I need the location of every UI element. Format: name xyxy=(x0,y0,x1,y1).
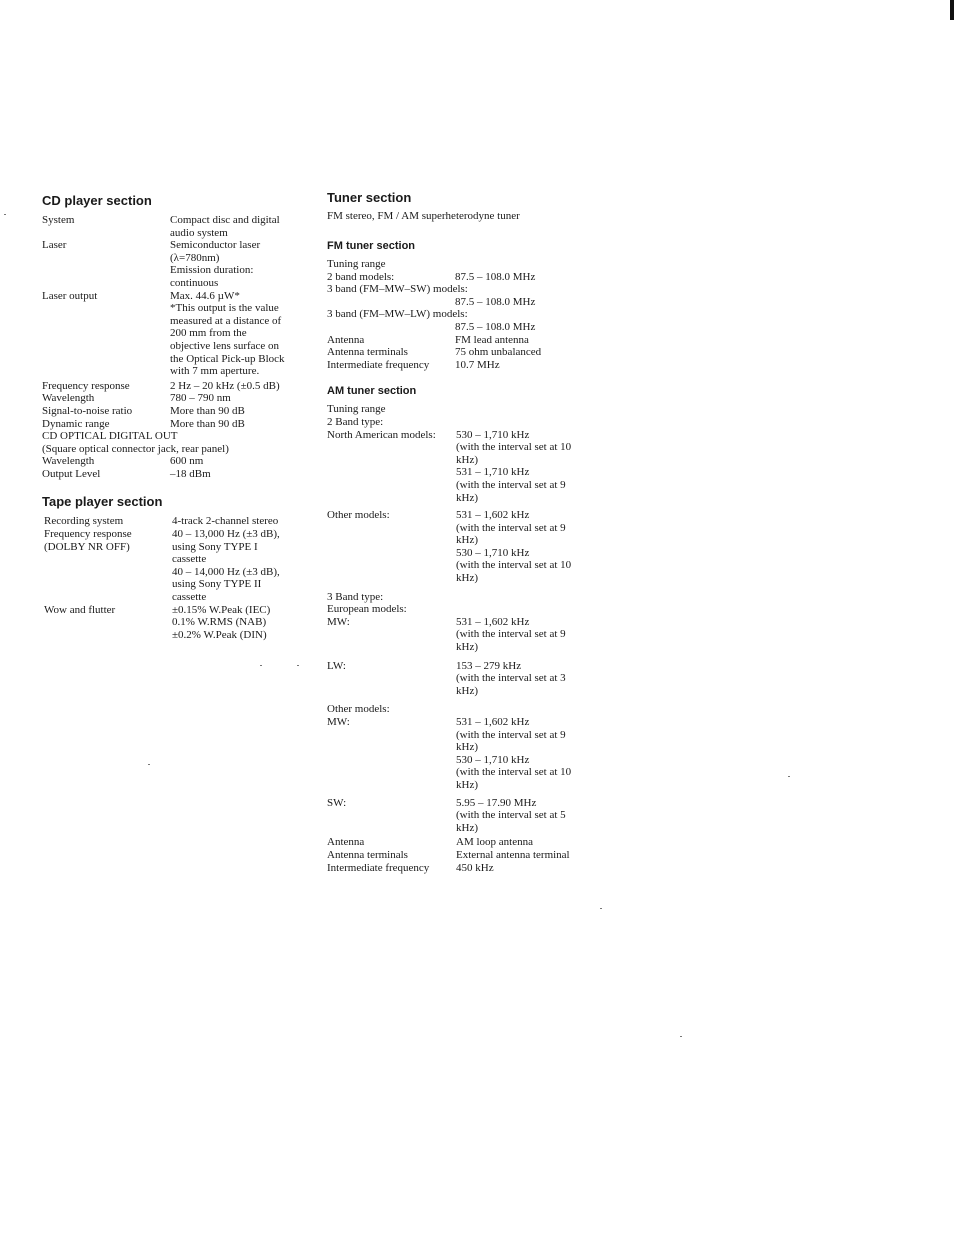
spec-value: 40 – 13,000 Hz (±3 dB), using Sony TYPE I cassette 40 – 14,000 Hz (±3 dB), using Sony TYPE II cassette xyxy=(172,528,280,604)
spec-row xyxy=(327,660,627,698)
am-other3-label: Other models: xyxy=(327,703,390,716)
right-column xyxy=(327,190,627,874)
spec-value: 87.5 – 108.0 MHz xyxy=(455,295,536,308)
spec-label: Dynamic range xyxy=(42,417,110,430)
spec-value: AM loop antenna xyxy=(456,836,533,849)
scan-speck xyxy=(4,214,6,215)
tuner-section xyxy=(327,190,627,874)
fm-spec-list xyxy=(327,258,627,371)
spec-value: 450 kHz xyxy=(456,861,494,874)
spec-value: –18 dBm xyxy=(170,467,211,480)
cd-section-title: CD player section xyxy=(42,193,152,208)
scan-speck xyxy=(680,1036,682,1037)
tape-player-section xyxy=(42,494,307,641)
spec-row xyxy=(42,528,307,604)
spec-value: 531 – 1,602 kHz (with the interval set at 9 kHz) 530 – 1,710 kHz (with the interval set at 10 kHz) xyxy=(456,716,572,791)
spec-label: Output Level xyxy=(42,467,101,480)
fm-tuner-title: FM tuner section xyxy=(327,240,416,252)
spec-row xyxy=(327,296,627,309)
spec-row xyxy=(327,334,627,347)
cd-player-section xyxy=(42,193,307,480)
spec-value: 75 ohm unbalanced xyxy=(455,346,542,359)
spec-value: 600 nm xyxy=(170,455,204,468)
spec-value: Max. 44.6 µW* *This output is the value measured at a distance of 200 mm from the objective lens surface on the Optical Pick-up Block with 7 mm aperture. xyxy=(170,289,285,378)
spec-label: MW: xyxy=(327,716,350,728)
left-column xyxy=(42,193,307,641)
spec-label: Laser xyxy=(42,239,67,252)
spec-value: 153 – 279 kHz (with the interval set at 3 kHz) xyxy=(456,659,566,697)
spec-value: 530 – 1,710 kHz (with the interval set at 10 kHz) 531 – 1,710 kHz (with the interval set at 9 kHz) xyxy=(456,428,572,504)
tuner-intro: FM stereo, FM / AM superheterodyne tuner xyxy=(327,210,520,222)
spec-label: Antenna terminals xyxy=(327,346,408,359)
spec-label: LW: xyxy=(327,659,346,672)
spec-row xyxy=(327,359,627,372)
spec-label: Intermediate frequency xyxy=(327,861,430,874)
fm-tuning-range: Tuning range xyxy=(327,258,386,270)
spec-row xyxy=(327,346,627,359)
scan-speck xyxy=(600,908,602,909)
spec-value: 5.95 – 17.90 MHz (with the interval set at 5 kHz) xyxy=(456,796,566,834)
scan-speck xyxy=(788,776,790,777)
spec-row xyxy=(42,290,307,378)
tape-spec-list xyxy=(42,515,307,641)
spec-label: Wavelength xyxy=(42,392,95,405)
spec-row xyxy=(327,862,627,875)
digital-out-title: CD OPTICAL DIGITAL OUT xyxy=(42,430,178,443)
spec-row xyxy=(327,271,627,284)
spec-label: 2 band models: xyxy=(327,270,395,283)
spec-label: Wow and flutter xyxy=(44,603,116,616)
spec-label: System xyxy=(42,214,75,226)
digital-out-note: (Square optical connector jack, rear panel) xyxy=(42,442,229,455)
am-tuning-range: Tuning range xyxy=(327,403,386,416)
spec-value: 2 Hz – 20 kHz (±0.5 dB) xyxy=(170,379,280,392)
spec-value: 87.5 – 108.0 MHz xyxy=(455,320,536,333)
spec-label: SW: xyxy=(327,796,347,809)
spec-row xyxy=(327,797,627,835)
spec-value: 780 – 790 nm xyxy=(170,392,231,405)
spec-row xyxy=(42,405,307,418)
spec-label: Antenna xyxy=(327,836,365,849)
spec-row xyxy=(327,321,627,334)
spec-value: Semiconductor laser (λ=780nm) Emission duration: continuous xyxy=(170,239,261,289)
cd-spec-list xyxy=(42,214,307,480)
spec-row xyxy=(42,239,307,289)
spec-value: More than 90 dB xyxy=(170,404,245,417)
am-european-label: European models: xyxy=(327,603,407,616)
spec-row xyxy=(42,380,307,393)
tuner-section-title: Tuner section xyxy=(327,190,412,205)
spec-row xyxy=(327,616,627,654)
spec-value: 10.7 MHz xyxy=(455,358,500,371)
spec-row xyxy=(327,716,627,792)
spec-row xyxy=(327,836,627,849)
spec-row xyxy=(42,515,307,528)
spec-label: Antenna terminals xyxy=(327,848,408,861)
spec-label: 3 band (FM–MW–LW) models: xyxy=(327,308,468,321)
spec-row xyxy=(42,455,307,468)
scan-speck xyxy=(260,665,262,666)
spec-label: Intermediate frequency xyxy=(327,358,430,371)
spec-row xyxy=(327,849,627,862)
am-tuner-title: AM tuner section xyxy=(327,385,417,398)
spec-label: Other models: xyxy=(327,509,390,522)
spec-row xyxy=(42,214,307,239)
spec-label: Recording system xyxy=(44,515,124,528)
spec-label: Frequency response xyxy=(42,379,130,392)
spec-value: FM lead antenna xyxy=(455,333,529,346)
spec-value: 531 – 1,602 kHz (with the interval set at 9 kHz) 530 – 1,710 kHz (with the interval set at 10 kHz) xyxy=(456,509,572,585)
spec-label: Signal-to-noise ratio xyxy=(42,404,133,417)
spec-label: Wavelength xyxy=(42,455,95,468)
am-spec-list xyxy=(327,403,627,874)
am-band3-type: 3 Band type: xyxy=(327,590,384,603)
spec-row xyxy=(327,509,627,585)
spec-label: North American models: xyxy=(327,428,436,441)
spec-label: Laser output xyxy=(42,289,98,302)
spec-row xyxy=(42,604,307,642)
scan-speck xyxy=(148,764,150,765)
spec-value: Compact disc and digital audio system xyxy=(170,214,280,239)
spec-value: 4-track 2-channel stereo xyxy=(172,515,279,528)
spec-label: 3 band (FM–MW–SW) models: xyxy=(327,283,468,296)
spec-label: Frequency response (DOLBY NR OFF) xyxy=(44,528,132,553)
spec-row xyxy=(42,418,307,431)
spec-value: 531 – 1,602 kHz (with the interval set at 9 kHz) xyxy=(456,615,566,654)
spec-value: External antenna terminal xyxy=(456,848,570,861)
spec-value: 87.5 – 108.0 MHz xyxy=(455,270,536,283)
spec-row xyxy=(327,429,627,505)
spec-value: ±0.15% W.Peak (IEC) 0.1% W.RMS (NAB) ±0.2% W.Peak (DIN) xyxy=(172,603,271,641)
spec-label: MW: xyxy=(327,615,350,628)
am-band2-type: 2 Band type: xyxy=(327,415,384,428)
spec-row xyxy=(42,468,307,481)
spec-value: More than 90 dB xyxy=(170,417,245,430)
page-edge-mark xyxy=(950,0,954,20)
spec-label: Antenna xyxy=(327,333,365,346)
scan-speck xyxy=(297,665,299,666)
spec-row xyxy=(42,392,307,405)
tape-section-title: Tape player section xyxy=(42,494,163,510)
